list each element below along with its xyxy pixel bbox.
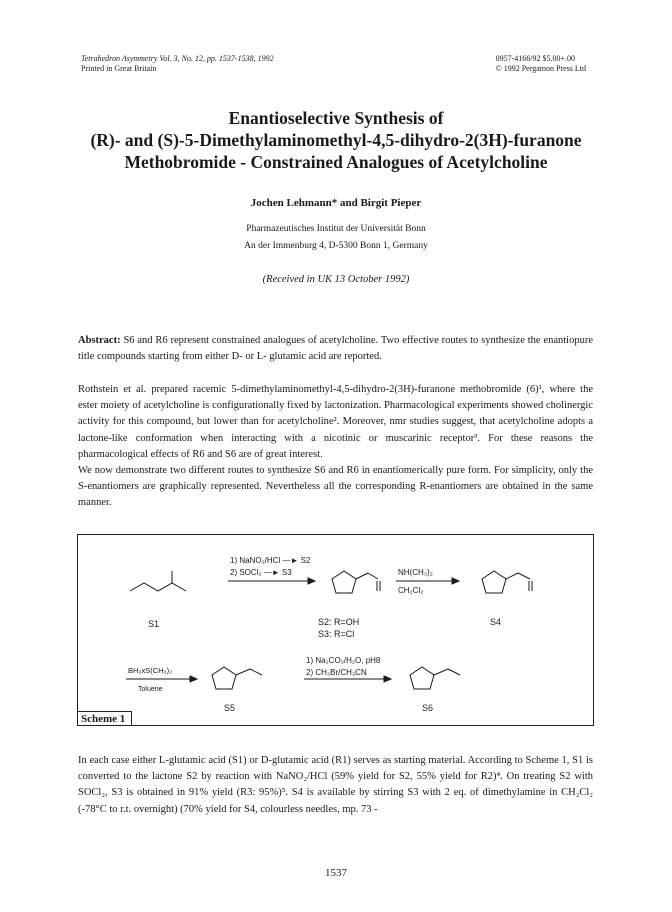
s6-side-chain [434,669,448,675]
label-s1: S1 [148,619,160,629]
publisher-header [496,54,586,74]
issn: 0957-4166/92 $5.00+.00 [495,54,576,63]
abstract-label: Abstract: [78,335,121,346]
reagent-3b: Toluene [138,686,163,693]
s2-lactone-ring [332,571,356,593]
label-s5: S5 [224,703,236,713]
reagent-4a: 1) Na₂CO₃/H₂O, pH8 [306,656,381,665]
s4-amide-bond [518,573,530,579]
reagent-2a: NH(CH₃)₂ [398,568,433,577]
s5-lactone-ring [212,667,236,689]
title-line-2: (R)- and (S)-5-Dimethylaminomethyl-4,5-dihydro-2(3H)-furanone [90,130,582,150]
reagent-1b: 2) SOCl₂ —► S3 [230,568,292,577]
reagent-2b: CH₂Cl₂ [398,586,424,595]
arrow-4-head [384,676,391,682]
introduction [78,382,593,512]
s4-side-chain [506,573,518,579]
label-s2: S2: R=OH [318,617,360,627]
scheme-figure [77,534,594,726]
s5-amine-bond [250,669,262,675]
intro-paragraph-2: We now demonstrate two different routes to synthesize S6 and R6 in enantiomerically pure form. For simplicity, only the S-enantiomers are graphically represented. Nevertheless all the corresponding R-enantiomers are obtained in the same manner. [78,465,593,509]
copyright: © 1992 Pergamon Press Ltd [495,64,586,73]
affiliation-line-2: An der Immenburg 4, D-5300 Bonn 1, Germany [244,241,428,251]
abstract [78,333,593,365]
s2-carbonyl-bond [368,573,378,579]
reaction-scheme-drawing [78,535,593,725]
affiliation [60,221,612,255]
label-s6: S6 [422,703,434,713]
s6-ammonium-bond [448,669,460,675]
reagent-1a: 1) NaNO₂/HCl —► S2 [230,556,311,565]
printed-note: Printed in Great Britain [81,64,157,73]
abstract-text: S6 and R6 represent constrained analogues of acetylcholine. Two effective routes to synthesize the enantiopure title compounds starting from either D- or L- glutamic acid are reported. [78,335,593,363]
received-date: (Received in UK 13 October 1992) [262,274,410,285]
authors: Jochen Lehmann* and Birgit Pieper [250,197,422,209]
s1-chain [130,583,186,591]
page-number: 1537 [325,867,347,879]
s4-lactone-ring [482,571,506,593]
s5-side-chain [236,669,250,675]
s6-lactone-ring [410,667,434,689]
label-s3: S3: R=Cl [318,629,355,639]
paper-title [60,107,612,173]
arrow-1-head [308,578,315,584]
reagent-4b: 2) CH₃Br/CH₃CN [306,668,367,677]
scheme-label: Scheme 1 [78,711,132,725]
arrow-3-head [190,676,197,682]
journal-header [81,54,274,74]
journal-citation: Tetrahedron Asymmetry Vol. 3, No. 12, pp. 1537-1538, 1992 [81,54,274,63]
methods-paragraph: In each case either L-glutamic acid (S1) or D-glutamic acid (R1) serves as starting material. According to Scheme 1, S1 is converted to the lactone S2 by reaction with NaNO₂/HCl (59% yield for S2, 55% yield for R2)⁴. On treating S2 with SOCl₂, S3 is obtained in 91% yield (R3: 95%)⁵. S4 is available by stirring S3 with 2 eq. of dimethylamine in CH₂Cl₂ (-78°C to r.t. overnight) (70% yield for S4, colourless needles, mp. 73 - [78,755,593,815]
arrow-2-head [452,578,459,584]
s2-side-chain [356,573,368,579]
reagent-3a: BH₃xS(CH₃)₂ [128,666,173,675]
title-line-1: Enantioselective Synthesis of [228,108,444,128]
intro-paragraph-1: Rothstein et al. prepared racemic 5-dimethylaminomethyl-4,5-dihydro-2(3H)-furanone methobromide (6)¹, where the ester moiety of acetylcholine is configurationally fixed by lactonization. Pharmacological experiments showed cholinergic activity for this compound, but lower than for acetylcholine². Moreover, nmr studies suggest, that acetylcholine adopts a lactone-like conformation when interacting with a nicotinic or muscarinic receptor³. For these reasons the pharmacological effects of R6 and S6 are of great interest. [78,384,593,460]
title-line-3: Methobromide - Constrained Analogues of Acetylcholine [124,152,548,172]
label-s4: S4 [490,617,502,627]
affiliation-line-1: Pharmazeutisches Institut der Universität Bonn [246,224,426,234]
